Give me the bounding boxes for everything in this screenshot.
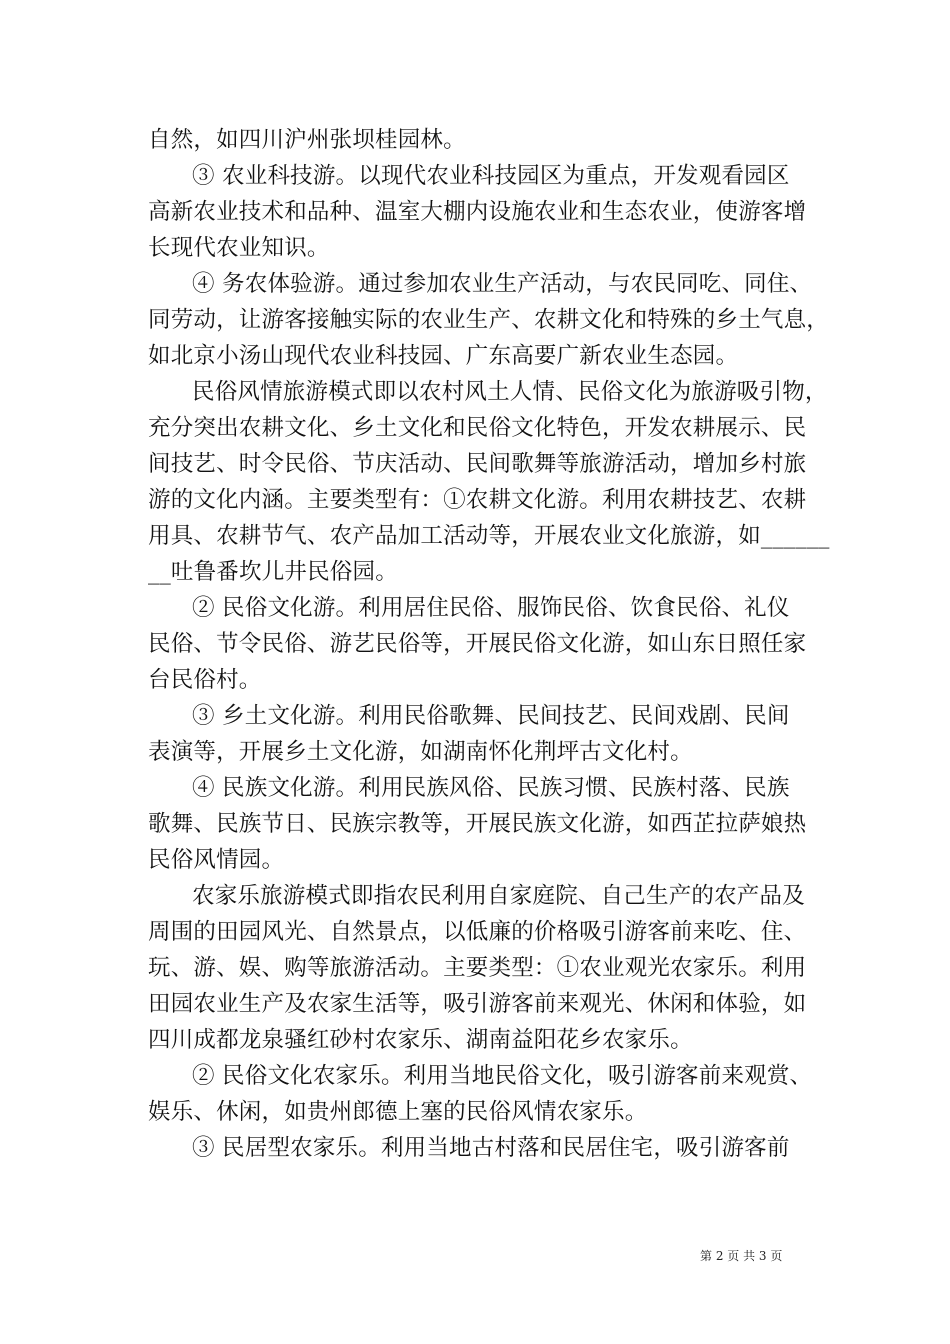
page-number: 第 2 页 共 3 页 [700, 1249, 783, 1263]
text-line: 娱乐、休闲，如贵州郎德上塞的民俗风情农家乐。 [148, 1099, 648, 1125]
text-line: 周围的田园风光、自然景点，以低廉的价格吸引游客前来吃、住、 [148, 919, 807, 945]
text-line: 民俗风情园。 [148, 847, 285, 873]
text-line: 民俗风情旅游模式即以农村风土人情、民俗文化为旅游吸引物， [192, 379, 828, 405]
text-line: 游的文化内涵。主要类型有：①农耕文化游。利用农耕技艺、农耕 [148, 487, 807, 513]
text-line: 自然，如四川沪州张坝桂园林。 [148, 127, 466, 153]
text-line: 玩、游、娱、购等旅游活动。主要类型：①农业观光农家乐。利用 [148, 955, 807, 981]
text-line: ③ 民居型农家乐。利用当地古村落和民居住宅，吸引游客前 [192, 1135, 790, 1161]
text-line: ③ 乡土文化游。利用民俗歌舞、民间技艺、民间戏剧、民间 [192, 703, 790, 729]
text-line: 农家乐旅游模式即指农民利用自家庭院、自己生产的农产品及 [192, 883, 805, 909]
text-line: 高新农业技术和品种、温室大棚内设施农业和生态农业，使游客增 [148, 199, 807, 225]
text-line: 间技艺、时令民俗、节庆活动、民间歌舞等旅游活动，增加乡村旅 [148, 451, 807, 477]
text-line: 长现代农业知识。 [148, 235, 330, 261]
text-line: __吐鲁番坎儿井民俗园。 [148, 559, 398, 585]
text-line: 田园农业生产及农家生活等，吸引游客前来观光、休闲和体验，如 [148, 991, 807, 1017]
text-line: ④ 务农体验游。通过参加农业生产活动，与农民同吃、同住、 [192, 271, 813, 297]
text-line: ③ 农业科技游。以现代农业科技园区为重点，开发观看园区 [192, 163, 790, 189]
text-line: ④ 民族文化游。利用民族风俗、民族习惯、民族村落、民族 [192, 775, 790, 801]
text-line: 表演等，开展乡土文化游，如湖南怀化荆坪古文化村。 [148, 739, 693, 765]
text-line: 同劳动，让游客接触实际的农业生产、农耕文化和特殊的乡土气息， [148, 307, 830, 333]
text-line: 台民俗村。 [148, 667, 262, 693]
text-line: 歌舞、民族节日、民族宗教等，开展民族文化游，如西芷拉萨娘热 [148, 811, 807, 837]
text-line: 如北京小汤山现代农业科技园、广东高要广新农业生态园。 [148, 343, 739, 369]
text-line: 充分突出农耕文化、乡土文化和民俗文化特色，开发农耕展示、民 [148, 415, 807, 441]
text-line: ② 民俗文化农家乐。利用当地民俗文化，吸引游客前来观赏、 [192, 1063, 813, 1089]
text-line: 民俗、节令民俗、游艺民俗等，开展民俗文化游，如山东日照任家 [148, 631, 807, 657]
text-line: 四川成都龙泉骚红砂村农家乐、湖南益阳花乡农家乐。 [148, 1027, 693, 1053]
text-line: 用具、农耕节气、农产品加工活动等，开展农业文化旅游，如______ [148, 523, 830, 549]
text-line: ② 民俗文化游。利用居住民俗、服饰民俗、饮食民俗、礼仪 [192, 595, 790, 621]
